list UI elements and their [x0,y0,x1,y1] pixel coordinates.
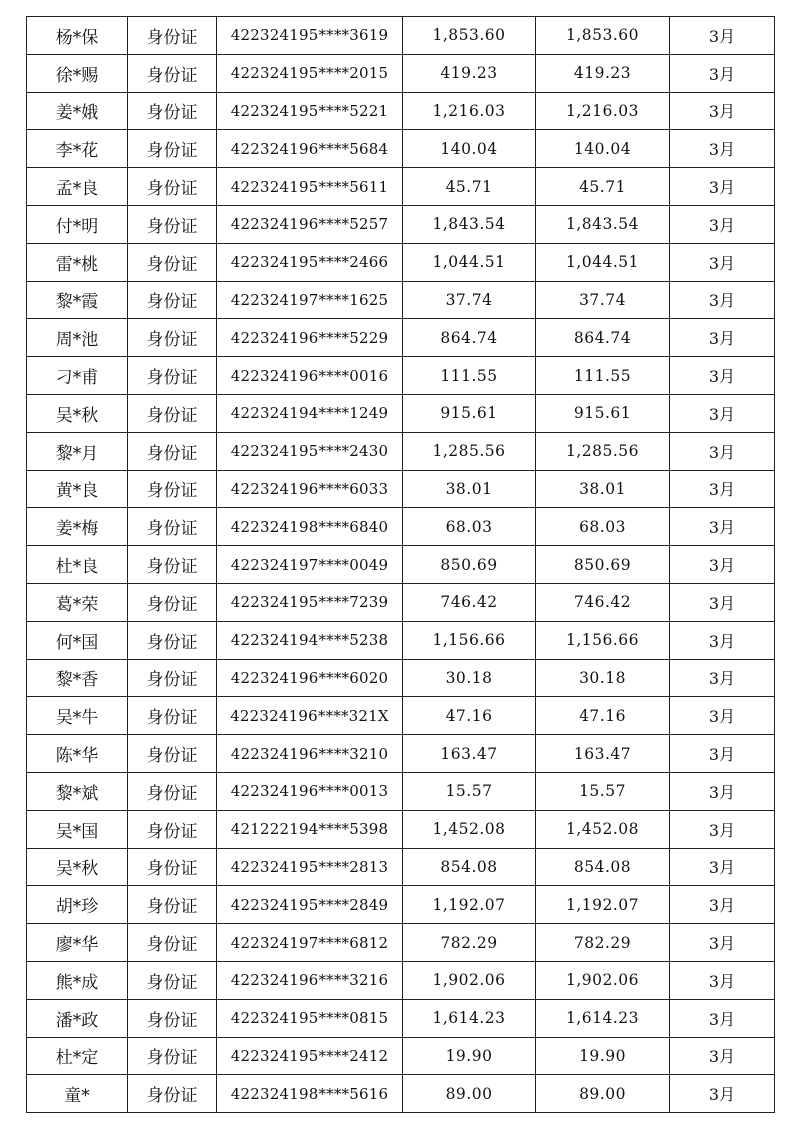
table-row [27,470,775,508]
amount-paid-cell: 1,192.07 [536,886,670,924]
id-number-cell: 422324196****0013 [217,772,403,810]
id-type-cell: 身份证 [128,205,217,243]
amount-cell: 1,853.60 [403,17,536,55]
id-type-cell: 身份证 [128,508,217,546]
month-cell: 3月 [670,1075,775,1113]
table-row [27,583,775,621]
amount-cell: 45.71 [403,168,536,206]
amount-paid-cell: 1,452.08 [536,810,670,848]
name-cell: 刁*甫 [27,357,128,395]
id-type-cell: 身份证 [128,546,217,584]
id-type-cell: 身份证 [128,697,217,735]
name-cell: 胡*珍 [27,886,128,924]
amount-cell: 47.16 [403,697,536,735]
month-cell: 3月 [670,735,775,773]
amount-cell: 850.69 [403,546,536,584]
table-row [27,357,775,395]
amount-paid-cell: 45.71 [536,168,670,206]
amount-cell: 15.57 [403,772,536,810]
amount-cell: 89.00 [403,1075,536,1113]
name-cell: 黎*霞 [27,281,128,319]
id-number-cell: 422324195****2466 [217,243,403,281]
table-row [27,17,775,55]
amount-cell: 1,614.23 [403,999,536,1037]
amount-cell: 419.23 [403,54,536,92]
id-number-cell: 422324195****7239 [217,583,403,621]
id-type-cell: 身份证 [128,961,217,999]
amount-paid-cell: 15.57 [536,772,670,810]
table-row [27,546,775,584]
month-cell: 3月 [670,999,775,1037]
id-number-cell: 422324195****2430 [217,432,403,470]
name-cell: 雷*桃 [27,243,128,281]
name-cell: 李*花 [27,130,128,168]
amount-paid-cell: 915.61 [536,394,670,432]
amount-paid-cell: 864.74 [536,319,670,357]
table-row [27,772,775,810]
amount-paid-cell: 111.55 [536,357,670,395]
amount-paid-cell: 854.08 [536,848,670,886]
amount-cell: 1,843.54 [403,205,536,243]
amount-paid-cell: 37.74 [536,281,670,319]
name-cell: 姜*娥 [27,92,128,130]
amount-cell: 163.47 [403,735,536,773]
name-cell: 周*池 [27,319,128,357]
month-cell: 3月 [670,810,775,848]
amount-cell: 140.04 [403,130,536,168]
table-row [27,886,775,924]
id-number-cell: 422324197****6812 [217,924,403,962]
id-type-cell: 身份证 [128,772,217,810]
amount-paid-cell: 19.90 [536,1037,670,1075]
month-cell: 3月 [670,319,775,357]
month-cell: 3月 [670,394,775,432]
id-number-cell: 422324196****5684 [217,130,403,168]
id-number-cell: 422324195****2849 [217,886,403,924]
table-row [27,848,775,886]
id-number-cell: 422324198****6840 [217,508,403,546]
id-number-cell: 422324195****2015 [217,54,403,92]
month-cell: 3月 [670,546,775,584]
name-cell: 徐*赐 [27,54,128,92]
month-cell: 3月 [670,130,775,168]
name-cell: 吴*秋 [27,394,128,432]
name-cell: 黄*良 [27,470,128,508]
id-type-cell: 身份证 [128,735,217,773]
amount-paid-cell: 1,902.06 [536,961,670,999]
id-type-cell: 身份证 [128,130,217,168]
id-number-cell: 422324195****0815 [217,999,403,1037]
id-number-cell: 422324195****5611 [217,168,403,206]
name-cell: 童* [27,1075,128,1113]
amount-paid-cell: 68.03 [536,508,670,546]
table-row [27,432,775,470]
id-number-cell: 422324196****6020 [217,659,403,697]
amount-paid-cell: 30.18 [536,659,670,697]
name-cell: 杜*定 [27,1037,128,1075]
table-row [27,697,775,735]
id-number-cell: 422324196****3210 [217,735,403,773]
table-row [27,92,775,130]
table-row [27,508,775,546]
amount-paid-cell: 746.42 [536,583,670,621]
amount-paid-cell: 1,156.66 [536,621,670,659]
name-cell: 吴*牛 [27,697,128,735]
month-cell: 3月 [670,205,775,243]
id-number-cell: 422324194****5238 [217,621,403,659]
id-type-cell: 身份证 [128,470,217,508]
amount-cell: 38.01 [403,470,536,508]
amount-paid-cell: 140.04 [536,130,670,168]
table-row [27,243,775,281]
amount-cell: 864.74 [403,319,536,357]
name-cell: 潘*政 [27,999,128,1037]
month-cell: 3月 [670,243,775,281]
id-number-cell: 422324194****1249 [217,394,403,432]
id-type-cell: 身份证 [128,17,217,55]
amount-paid-cell: 1,853.60 [536,17,670,55]
table-row [27,281,775,319]
amount-paid-cell: 1,843.54 [536,205,670,243]
name-cell: 葛*荣 [27,583,128,621]
id-number-cell: 422324195****5221 [217,92,403,130]
subsidy-roster-table [26,16,775,1113]
month-cell: 3月 [670,432,775,470]
amount-paid-cell: 782.29 [536,924,670,962]
id-number-cell: 422324197****1625 [217,281,403,319]
id-number-cell: 422324196****321X [217,697,403,735]
amount-paid-cell: 1,216.03 [536,92,670,130]
name-cell: 姜*梅 [27,508,128,546]
table-row [27,1037,775,1075]
table-row [27,961,775,999]
month-cell: 3月 [670,621,775,659]
amount-cell: 68.03 [403,508,536,546]
id-type-cell: 身份证 [128,92,217,130]
name-cell: 陈*华 [27,735,128,773]
name-cell: 黎*香 [27,659,128,697]
month-cell: 3月 [670,886,775,924]
amount-cell: 854.08 [403,848,536,886]
month-cell: 3月 [670,470,775,508]
amount-cell: 746.42 [403,583,536,621]
name-cell: 熊*成 [27,961,128,999]
name-cell: 吴*秋 [27,848,128,886]
amount-cell: 1,902.06 [403,961,536,999]
name-cell: 吴*国 [27,810,128,848]
table-row [27,735,775,773]
id-type-cell: 身份证 [128,621,217,659]
table-row [27,130,775,168]
table-row [27,319,775,357]
amount-cell: 111.55 [403,357,536,395]
table-row [27,659,775,697]
id-type-cell: 身份证 [128,168,217,206]
id-type-cell: 身份证 [128,394,217,432]
table-row [27,54,775,92]
month-cell: 3月 [670,54,775,92]
name-cell: 付*明 [27,205,128,243]
amount-cell: 1,156.66 [403,621,536,659]
amount-paid-cell: 89.00 [536,1075,670,1113]
amount-cell: 1,044.51 [403,243,536,281]
month-cell: 3月 [670,583,775,621]
id-type-cell: 身份证 [128,1075,217,1113]
amount-cell: 19.90 [403,1037,536,1075]
month-cell: 3月 [670,281,775,319]
id-number-cell: 422324196****5257 [217,205,403,243]
month-cell: 3月 [670,1037,775,1075]
id-type-cell: 身份证 [128,886,217,924]
amount-cell: 1,452.08 [403,810,536,848]
table-row [27,1075,775,1113]
table-row [27,168,775,206]
table-row [27,205,775,243]
amount-paid-cell: 850.69 [536,546,670,584]
month-cell: 3月 [670,508,775,546]
id-number-cell: 422324195****3619 [217,17,403,55]
month-cell: 3月 [670,961,775,999]
id-number-cell: 422324195****2412 [217,1037,403,1075]
amount-cell: 37.74 [403,281,536,319]
id-type-cell: 身份证 [128,848,217,886]
amount-cell: 782.29 [403,924,536,962]
id-number-cell: 422324196****0016 [217,357,403,395]
amount-paid-cell: 38.01 [536,470,670,508]
month-cell: 3月 [670,357,775,395]
table-row [27,999,775,1037]
id-type-cell: 身份证 [128,1037,217,1075]
amount-cell: 1,192.07 [403,886,536,924]
month-cell: 3月 [670,697,775,735]
table-row [27,394,775,432]
id-number-cell: 422324196****5229 [217,319,403,357]
id-type-cell: 身份证 [128,432,217,470]
id-type-cell: 身份证 [128,659,217,697]
id-number-cell: 421222194****5398 [217,810,403,848]
name-cell: 黎*斌 [27,772,128,810]
amount-cell: 1,285.56 [403,432,536,470]
table-row [27,810,775,848]
id-type-cell: 身份证 [128,319,217,357]
month-cell: 3月 [670,924,775,962]
amount-paid-cell: 1,614.23 [536,999,670,1037]
id-type-cell: 身份证 [128,243,217,281]
month-cell: 3月 [670,17,775,55]
roster-body [27,17,775,1113]
amount-paid-cell: 47.16 [536,697,670,735]
amount-cell: 915.61 [403,394,536,432]
amount-paid-cell: 419.23 [536,54,670,92]
id-type-cell: 身份证 [128,281,217,319]
month-cell: 3月 [670,92,775,130]
amount-paid-cell: 163.47 [536,735,670,773]
month-cell: 3月 [670,772,775,810]
id-number-cell: 422324196****6033 [217,470,403,508]
id-number-cell: 422324198****5616 [217,1075,403,1113]
name-cell: 杜*良 [27,546,128,584]
amount-paid-cell: 1,044.51 [536,243,670,281]
id-type-cell: 身份证 [128,357,217,395]
name-cell: 孟*良 [27,168,128,206]
id-type-cell: 身份证 [128,999,217,1037]
id-number-cell: 422324196****3216 [217,961,403,999]
table-row [27,924,775,962]
id-type-cell: 身份证 [128,583,217,621]
name-cell: 黎*月 [27,432,128,470]
month-cell: 3月 [670,848,775,886]
name-cell: 廖*华 [27,924,128,962]
amount-paid-cell: 1,285.56 [536,432,670,470]
id-type-cell: 身份证 [128,810,217,848]
id-number-cell: 422324195****2813 [217,848,403,886]
month-cell: 3月 [670,168,775,206]
amount-cell: 30.18 [403,659,536,697]
table-row [27,621,775,659]
month-cell: 3月 [670,659,775,697]
id-type-cell: 身份证 [128,54,217,92]
id-number-cell: 422324197****0049 [217,546,403,584]
id-type-cell: 身份证 [128,924,217,962]
amount-cell: 1,216.03 [403,92,536,130]
name-cell: 杨*保 [27,17,128,55]
name-cell: 何*国 [27,621,128,659]
